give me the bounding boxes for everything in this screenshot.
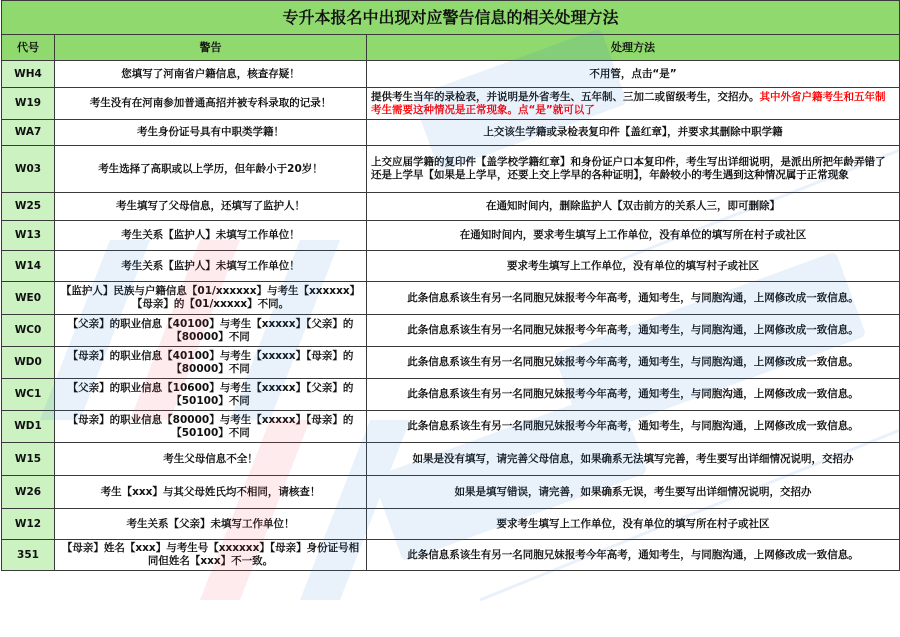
table-row bbox=[2, 443, 900, 476]
row-warning: 考生父母信息不全！ bbox=[55, 443, 367, 476]
row-handling: 上交该生学籍或录检表复印件【盖红章】，并要求其删除中职学籍 bbox=[367, 120, 900, 146]
table-row bbox=[2, 315, 900, 347]
row-warning: 考生关系【监护人】未填写工作单位！ bbox=[55, 221, 367, 251]
row-warning: 【母亲】的职业信息【40100】与考生【xxxxx】【母亲】的【80000】不同 bbox=[55, 347, 367, 379]
table-row bbox=[2, 347, 900, 379]
table-body bbox=[2, 61, 900, 571]
row-handling: 如果是填写错误，请完善，如果确系无误，考生要写出详细情况说明，交招办 bbox=[367, 476, 900, 509]
table-row bbox=[2, 146, 900, 193]
row-code: WC0 bbox=[2, 315, 55, 347]
row-handling bbox=[367, 88, 900, 120]
title-row bbox=[2, 1, 900, 35]
row-code: WD1 bbox=[2, 411, 55, 443]
table-row bbox=[2, 379, 900, 411]
header-handling: 处理方法 bbox=[367, 35, 900, 61]
table-row bbox=[2, 193, 900, 221]
row-code: W13 bbox=[2, 221, 55, 251]
row-code: W03 bbox=[2, 146, 55, 193]
row-code: WE0 bbox=[2, 282, 55, 315]
header-warning: 警告 bbox=[55, 35, 367, 61]
row-handling: 在通知时间内，要求考生填写上工作单位，没有单位的填写所在村子或社区 bbox=[367, 221, 900, 251]
row-code: 351 bbox=[2, 540, 55, 571]
row-handling: 此条信息系该生有另一名同胞兄妹报考今年高考，通知考生，与同胞沟通，上网修改成一致信息。 bbox=[367, 282, 900, 315]
row-handling: 上交应届学籍的复印件【盖学校学籍红章】和身份证户口本复印件，考生写出详细说明，是派出所把年龄弄错了还是上学早【如果是上学早，还要上交上学早的各种证明】，年龄较小的考生遇到这种情况属于正常现象 bbox=[367, 146, 900, 193]
row-warning: 考生没有在河南参加普通高招并被专科录取的记录！ bbox=[55, 88, 367, 120]
row-handling: 如果是没有填写，请完善父母信息，如果确系无法填写完善，考生要写出详细情况说明，交招办 bbox=[367, 443, 900, 476]
header-row bbox=[2, 35, 900, 61]
table-row bbox=[2, 61, 900, 88]
row-handling: 在通知时间内，删除监护人【双击前方的关系人三，即可删除】 bbox=[367, 193, 900, 221]
row-warning: 【母亲】姓名【xxx】与考生号【xxxxxx】【母亲】身份证号相同但姓名【xxx】不一致。 bbox=[55, 540, 367, 571]
row-handling: 要求考生填写上工作单位，没有单位的填写所在村子或社区 bbox=[367, 509, 900, 540]
row-handling: 要求考生填写上工作单位，没有单位的填写村子或社区 bbox=[367, 251, 900, 282]
table-row bbox=[2, 282, 900, 315]
warning-table bbox=[1, 0, 900, 571]
row-warning: 考生关系【监护人】未填写工作单位！ bbox=[55, 251, 367, 282]
row-warning: 【监护人】民族与户籍信息【01/xxxxxx】与考生【xxxxxx】【母亲】的【01/xxxxx】不同。 bbox=[55, 282, 367, 315]
row-warning: 考生【xxx】与其父母姓氏均不相同，请核查！ bbox=[55, 476, 367, 509]
row-handling: 此条信息系该生有另一名同胞兄妹报考今年高考，通知考生，与同胞沟通，上网修改成一致信息。 bbox=[367, 540, 900, 571]
table-row bbox=[2, 540, 900, 571]
row-code: WH4 bbox=[2, 61, 55, 88]
table-row bbox=[2, 221, 900, 251]
row-warning: 【父亲】的职业信息【10600】与考生【xxxxx】【父亲】的【50100】不同 bbox=[55, 379, 367, 411]
row-handling: 此条信息系该生有另一名同胞兄妹报考今年高考，通知考生，与同胞沟通，上网修改成一致信息。 bbox=[367, 379, 900, 411]
row-handling-text: 提供考生当年的录检表，并说明是外省考生、五年制、三加二或留级考生，交招办。 bbox=[371, 90, 760, 103]
row-code: W12 bbox=[2, 509, 55, 540]
table-row bbox=[2, 509, 900, 540]
table-row bbox=[2, 411, 900, 443]
row-handling: 此条信息系该生有另一名同胞兄妹报考今年高考，通知考生，与同胞沟通，上网修改成一致信息。 bbox=[367, 411, 900, 443]
row-code: WC1 bbox=[2, 379, 55, 411]
row-warning: 考生关系【父亲】未填写工作单位！ bbox=[55, 509, 367, 540]
row-warning: 考生身份证号具有中职类学籍！ bbox=[55, 120, 367, 146]
row-handling: 此条信息系该生有另一名同胞兄妹报考今年高考，通知考生，与同胞沟通，上网修改成一致信息。 bbox=[367, 315, 900, 347]
row-code: W15 bbox=[2, 443, 55, 476]
row-handling: 此条信息系该生有另一名同胞兄妹报考今年高考，通知考生，与同胞沟通，上网修改成一致信息。 bbox=[367, 347, 900, 379]
row-warning: 考生选择了高职或以上学历，但年龄小于20岁！ bbox=[55, 146, 367, 193]
row-handling: 不用管，点击“是” bbox=[367, 61, 900, 88]
row-code: W19 bbox=[2, 88, 55, 120]
row-code: W25 bbox=[2, 193, 55, 221]
row-warning: 【父亲】的职业信息【40100】与考生【xxxxx】【父亲】的【80000】不同 bbox=[55, 315, 367, 347]
table-row bbox=[2, 120, 900, 146]
row-warning: 考生填写了父母信息，还填写了监护人！ bbox=[55, 193, 367, 221]
row-code: W26 bbox=[2, 476, 55, 509]
row-code: WA7 bbox=[2, 120, 55, 146]
row-warning: 【母亲】的职业信息【80000】与考生【xxxxx】【母亲】的【50100】不同 bbox=[55, 411, 367, 443]
sheet-title: 专升本报名中出现对应警告信息的相关处理方法 bbox=[2, 1, 900, 35]
row-code: WD0 bbox=[2, 347, 55, 379]
header-code: 代号 bbox=[2, 35, 55, 61]
table-row bbox=[2, 251, 900, 282]
table-row bbox=[2, 88, 900, 120]
table-row bbox=[2, 476, 900, 509]
row-warning: 您填写了河南省户籍信息，核查存疑！ bbox=[55, 61, 367, 88]
row-code: W14 bbox=[2, 251, 55, 282]
row-handling-highlight: 其中外省户籍考生和五年制考生需要这种情况是正常现象。点“是”就可以了 bbox=[371, 90, 886, 116]
